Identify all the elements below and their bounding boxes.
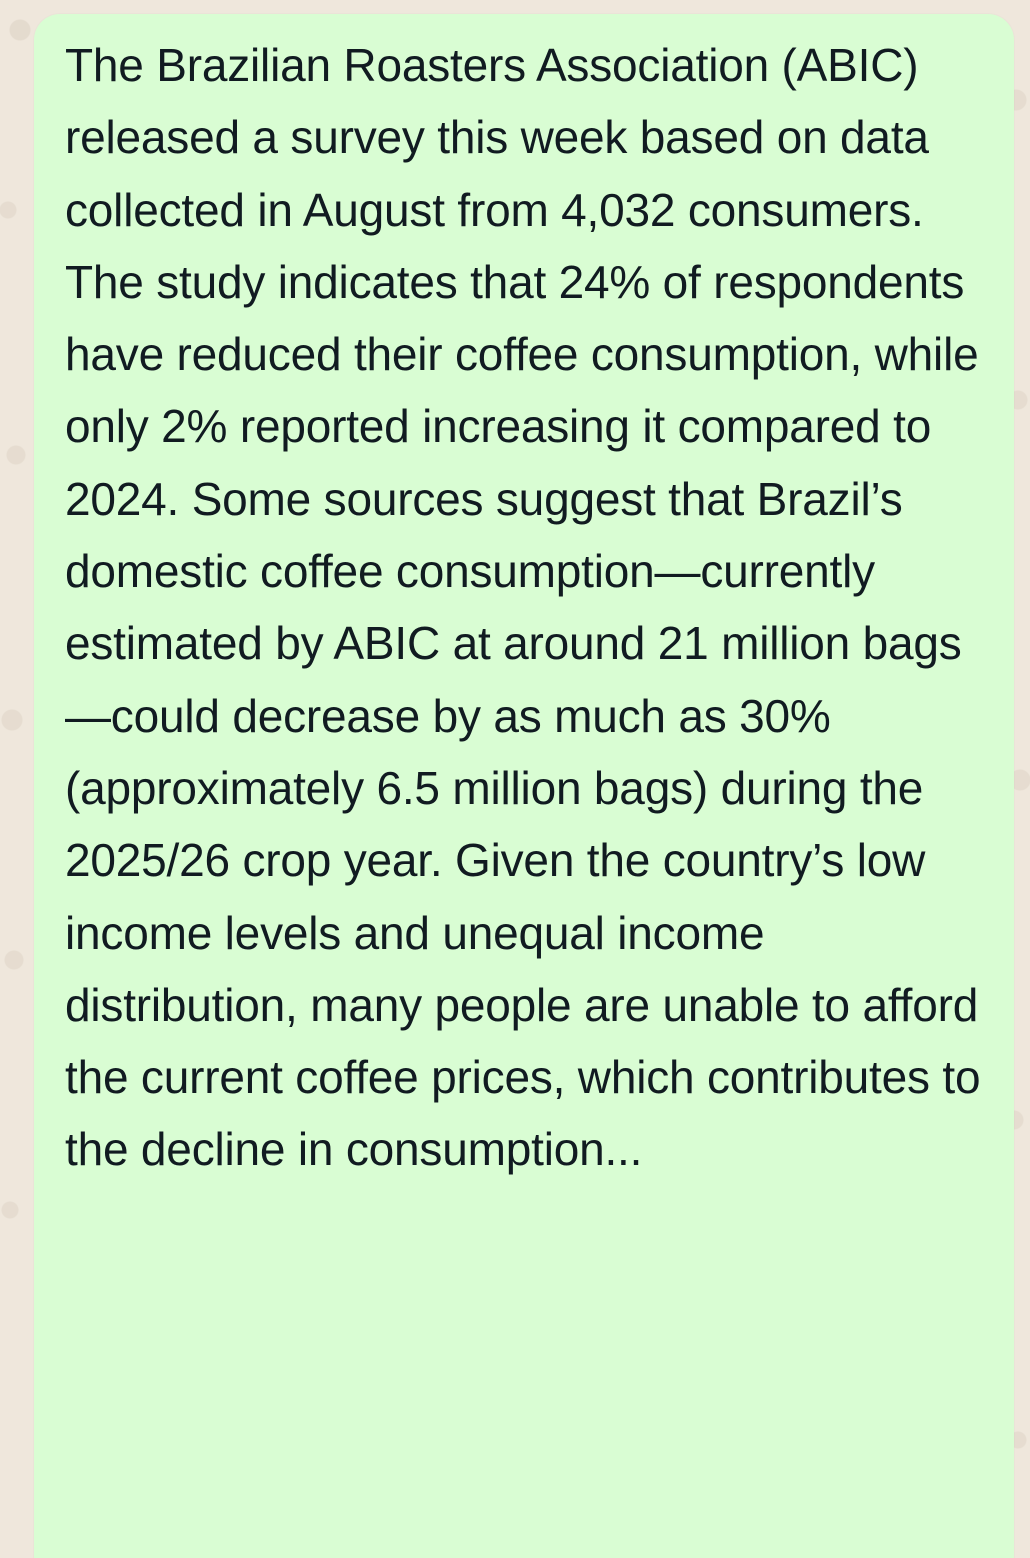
- message-bubble[interactable]: [34, 14, 1014, 1558]
- message-text: The Brazilian Roasters Association (ABIC) released a survey this week based on data collected in August from 4,032 consumers. The study indicates that 24% of respondents have reduced their coffee consumption, while only 2% reported increasing it compared to 2024. Some sources suggest that Brazil’s domestic coffee consumption—currently estimated by ABIC at around 21 million bags —could decrease by as much as 30% (approximately 6.5 million bags) during the 2025/26 crop year. Given the country’s low income levels and unequal income distribution, many people are unable to afford the current coffee prices, which contributes to the decline in consumption...: [65, 39, 981, 1176]
